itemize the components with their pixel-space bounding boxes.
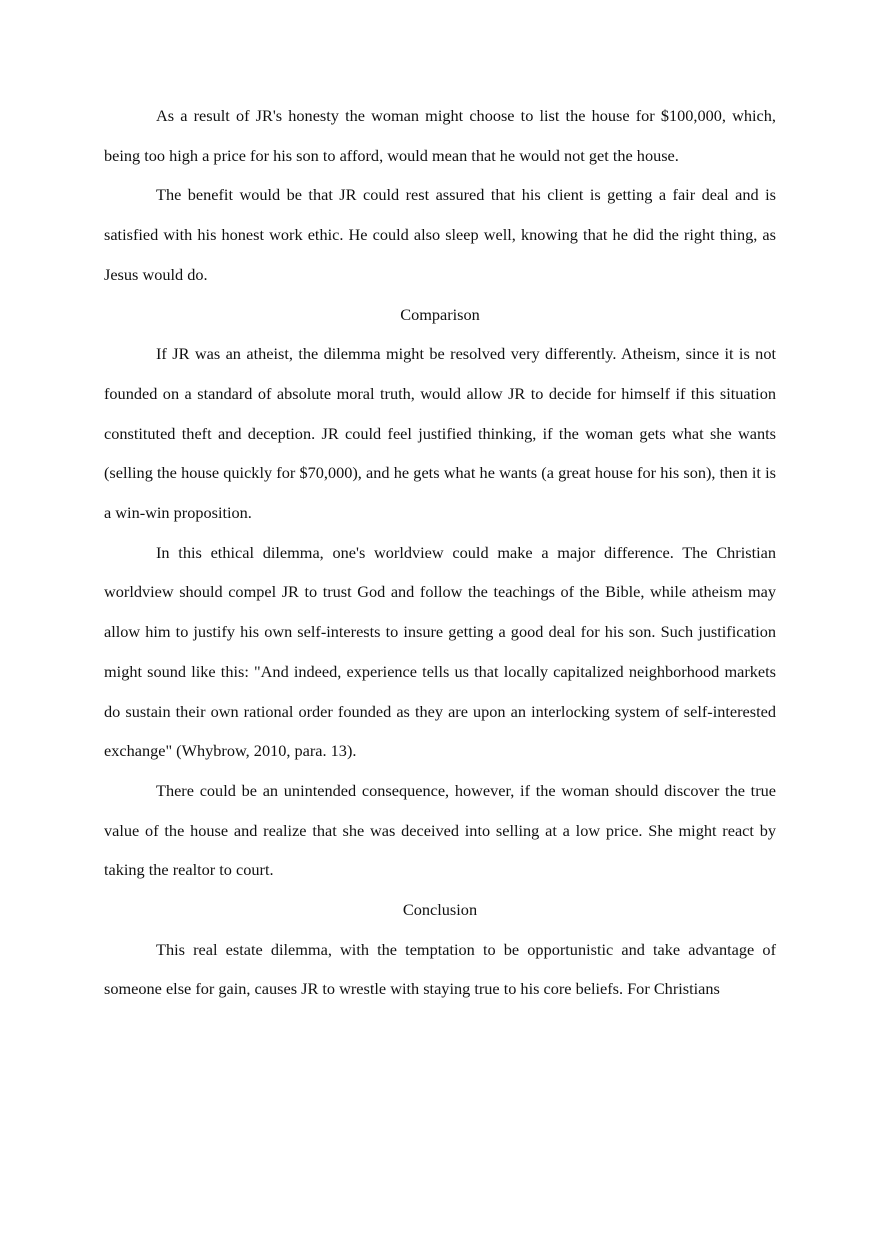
paragraph: In this ethical dilemma, one's worldview could make a major difference. The Christian worldview should compel JR to trust God and follow the teachings of the Bible, while atheism may allow him to justify his own self-interests to insure getting a good deal for his son. Such justification might sound like this: "And indeed, experience tells us that locally capitalized neighborhood markets do sustain their own rational order founded as they are upon an interlocking system of self-interested exchange" (Whybrow, 2010, para. 13). <box>104 542 776 761</box>
paragraph: The benefit would be that JR could rest assured that his client is getting a fair deal and is satisfied with his honest work ethic. He could also sleep well, knowing that he did the right thing, as Jesus would do. <box>104 185 776 284</box>
paragraph: If JR was an atheist, the dilemma might be resolved very differently. Atheism, since it is not founded on a standard of absolute moral truth, would allow JR to decide for himself if this situation constituted theft and deception. JR could feel justified thinking, if the woman gets what she wants (selling the house quickly for $70,000), and he gets what he wants (a great house for his son), then it is a win-win proposition. <box>104 344 776 523</box>
section-heading-comparison: Comparison <box>400 304 480 324</box>
section-heading-conclusion: Conclusion <box>402 900 478 920</box>
paragraph: This real estate dilemma, with the temptation to be opportunistic and take advantage of someone else for gain, causes JR to wrestle with staying true to his core beliefs. For Christians <box>104 939 776 999</box>
paragraph: As a result of JR's honesty the woman might choose to list the house for $100,000, which, being too high a price for his son to afford, would mean that he would not get the house. <box>104 106 776 165</box>
document-body <box>104 96 776 1009</box>
paragraph: There could be an unintended consequence, however, if the woman should discover the true value of the house and realize that she was deceived into selling at a low price. She might react by taking the realtor to court. <box>104 780 776 880</box>
